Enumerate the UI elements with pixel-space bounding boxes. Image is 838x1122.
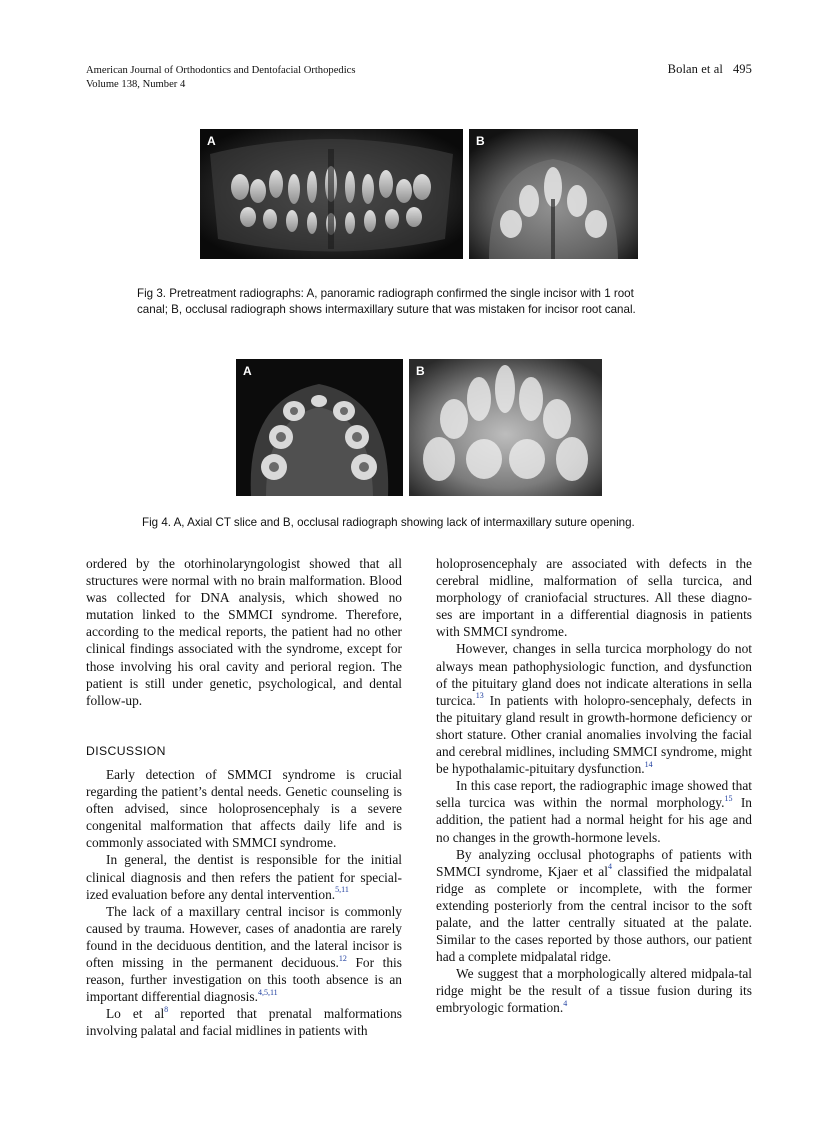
paragraph: ordered by the otorhinolaryngologist showed that all structures were normal with no brain malformation. Blood was collected for DNA analysis, which showed no mutation linked to the SMMCI syndrome. Therefore, according to the medical reports, the patient had no other clinical findings associated with the syndrome, except for those involving his oral cavity and perioral region. The patient is still under genetic, psychological, and dental follow-up. (86, 556, 402, 708)
journal-volume: Volume 138, Number 4 (86, 79, 186, 90)
panel-label-b: B (416, 364, 425, 378)
figure-4-caption-text: Fig 4. A, Axial CT slice and B, occlusal radiograph showing lack of intermaxillary suture opening. (142, 516, 635, 529)
paragraph-text: For this reason, further investigation on this tooth absence is an important differential diagnosis. (86, 954, 402, 1005)
citation-link[interactable]: 14 (644, 759, 653, 769)
section-heading-discussion: DISCUSSION (86, 743, 166, 758)
right-text-column (436, 555, 752, 1017)
figure-3-caption (137, 286, 737, 318)
paragraph-text: In this case report, the radiographic image showed that sella turcica was within the normal morphology. (436, 778, 752, 811)
paragraph-text: In general, the dentist is responsible for the initial clinical diagnosis and then refers the patient for special-ized evaluation before any dental intervention. (86, 852, 402, 902)
journal-title: American Journal of Orthodontics and Dentofacial Orthopedics (86, 65, 356, 76)
paragraph (436, 846, 752, 966)
paragraph-text: The lack of a maxillary central incisor is commonly caused by trauma. However, cases of anadontia are rarely found in the deciduous dentition, and the lateral incisor is often missing in the permanent deciduous. (86, 903, 402, 970)
paragraph-text: classified the midpalatal ridge as complete or incomplete, with the former extending posteriorly from the central incisor to the soft palate, and the latter centrally situated at the palate. Similar to the cases reported by those authors, our patient had a complete midpalatal ridge. (436, 863, 753, 965)
author-running-head: Bolan et al (667, 62, 723, 76)
paragraph-text: reported that prenatal malformations involving palatal and facial midlines in patients with (86, 1006, 402, 1039)
axial-ct-image (236, 359, 403, 496)
paragraph-text: By analyzing occlusal photographs of patients with SMMCI syndrome, Kjaer et al (436, 846, 752, 879)
paragraph (86, 851, 402, 902)
paragraph (436, 640, 752, 777)
figure-4a-axial-ct-slice (236, 359, 403, 496)
page-number: 495 (732, 62, 752, 76)
occlusal-radiograph-image (469, 129, 638, 259)
paragraph (436, 965, 752, 1016)
paragraph (86, 1005, 402, 1039)
figure-4-caption (142, 515, 742, 531)
citation-link[interactable]: 4 (607, 862, 612, 872)
running-header-right (668, 62, 752, 77)
citation-link[interactable]: 13 (475, 691, 484, 701)
citation-link[interactable]: 4 (563, 998, 568, 1008)
citation-link[interactable]: 8 (164, 1004, 169, 1014)
citation-link[interactable]: 5,11 (335, 885, 349, 895)
occlusal-radiograph-image (409, 359, 602, 496)
citation-link[interactable]: 12 (338, 953, 347, 963)
panel-label-a: A (243, 364, 252, 378)
paragraph: holoprosencephaly are associated with defects in the cerebral midline, malformation of sella turcica, and morphology of craniofacial structures. All these diagno-ses are important in a differential diagnosis in patients with SMMCI syndrome. (436, 556, 752, 640)
figure-3b-occlusal-radiograph (469, 129, 638, 259)
figure-4b-occlusal-radiograph (409, 359, 602, 496)
paragraph-text: However, changes in sella turcica morphology do not always mean pathophysiologic function, and dysfunction of the pituitary gland does not indicate alterations in sella turcica. (436, 641, 752, 708)
citation-link[interactable]: 4,5,11 (257, 987, 278, 997)
figure-3a-panoramic-radiograph (200, 129, 463, 259)
panel-label-b: B (476, 134, 485, 148)
running-header-left (86, 64, 355, 92)
paragraph-text: We suggest that a morphologically altered midpala-tal ridge might be the result of a tissue fusion during its embryologic formation. (436, 966, 752, 1016)
citation-link[interactable]: 15 (724, 793, 733, 803)
panel-label-a: A (207, 134, 216, 148)
paragraph-text: In patients with holopro-sencephaly, defects in the pituitary gland result in growth-hormone deficiency or short stature. Other cranial anomalies involving the facial and cerebral midlines, including SMMCI syndrome, might be hypothalamic-pituitary dysfunction. (436, 692, 752, 777)
paragraph (86, 903, 402, 1006)
figure-3-caption-line-2: canal; B, occlusal radiograph shows intermaxillary suture that was mistaken for incisor root canal. (137, 303, 636, 316)
paragraph (436, 777, 752, 845)
paragraph: Early detection of SMMCI syndrome is crucial regarding the patient’s dental needs. Genetic counseling is often advised, since holoprosencephaly is a severe congenital malformation that affects daily life and is commonly associated with SMMCI syndrome. (86, 766, 402, 851)
paragraph-text: In addition, the patient had a normal height for his age and no changes in the growth-hormone levels. (436, 795, 752, 845)
paragraph-text: Lo et al (106, 1006, 165, 1022)
figure-3-caption-line-1: Fig 3. Pretreatment radiographs: A, panoramic radiograph confirmed the single incisor with 1 root (137, 287, 634, 300)
left-text-column (86, 555, 402, 1039)
panoramic-radiograph-image (200, 129, 463, 259)
